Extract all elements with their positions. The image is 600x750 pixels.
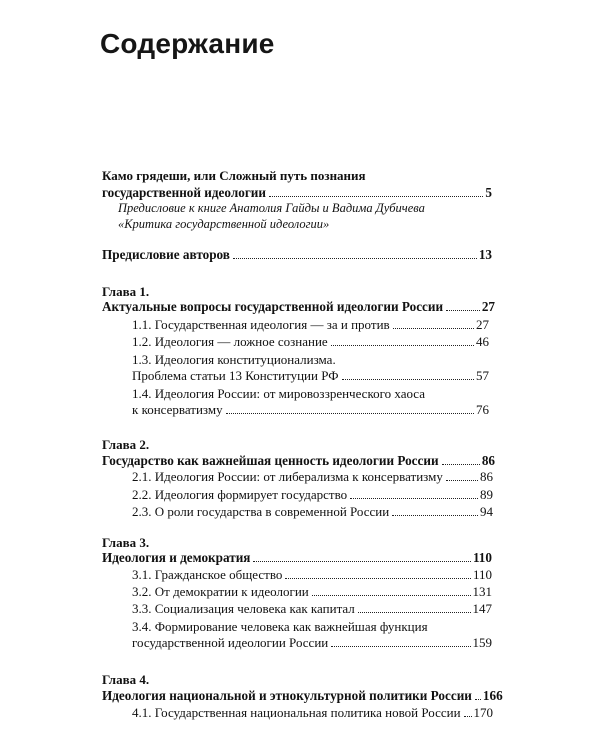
toc-entry-kamo-line1: Камо грядеши, или Сложный путь познания — [102, 168, 366, 183]
toc-entry-3-4-line1: 3.4. Формирование человека как важнейшая функция — [132, 619, 428, 634]
dot-leader — [342, 379, 474, 380]
toc-page-number: 166 — [482, 688, 503, 703]
dot-leader — [446, 480, 478, 481]
toc-page-number: 159 — [472, 635, 492, 650]
chapter-1-label: Глава 1. — [102, 284, 150, 299]
toc-note-line2: «Критика государственной идеологии» — [118, 217, 330, 231]
toc-page-number: 131 — [472, 584, 492, 599]
toc-entry-title: 4.1. Государственная национальная политика новой России — [132, 705, 461, 720]
dot-leader — [285, 578, 471, 579]
toc-page-number: 170 — [473, 705, 493, 720]
dot-leader — [446, 310, 480, 311]
toc-entry-title: Идеология и демократия — [102, 550, 251, 565]
dot-leader — [331, 646, 470, 647]
toc-entry-1-3[interactable] — [132, 367, 489, 384]
toc-entry-4-1[interactable] — [132, 704, 493, 721]
toc-entry-1-4[interactable] — [132, 401, 489, 418]
toc-note-line1: Предисловие к книге Анатолия Гайды и Вадима Дубичева — [118, 201, 425, 215]
toc-entry-title: 3.1. Гражданское общество — [132, 567, 283, 582]
dot-leader — [464, 716, 472, 717]
toc-page-number: 57 — [476, 368, 489, 383]
dot-leader — [392, 515, 478, 516]
toc-entry-2-3[interactable] — [132, 503, 493, 520]
toc-entry-title: государственной идеологии России — [132, 635, 329, 650]
toc-entry-2-2[interactable] — [132, 486, 493, 503]
toc-page-number: 5 — [485, 185, 492, 200]
dot-leader — [226, 413, 474, 414]
toc-page-number: 110 — [472, 567, 492, 582]
toc-page-number: 13 — [478, 247, 492, 262]
toc-page-number: 46 — [476, 334, 489, 349]
toc-entry-title: 2.3. О роли государства в современной России — [132, 504, 390, 519]
toc-entry-1-2[interactable] — [132, 333, 489, 350]
toc-entry-title: государственной идеологии — [102, 185, 267, 200]
toc-page-number: 27 — [476, 317, 489, 332]
toc-entry-chapter-2[interactable] — [102, 452, 495, 469]
toc-entry-chapter-3[interactable] — [102, 549, 492, 566]
dot-leader — [358, 612, 471, 613]
toc-entry-2-1[interactable] — [132, 468, 493, 485]
dot-leader — [233, 258, 477, 259]
toc-entry-title: 2.2. Идеология формирует государство — [132, 487, 348, 502]
toc-entry-title: Проблема статьи 13 Конституции РФ — [132, 368, 339, 383]
toc-entry-authors-preface[interactable] — [102, 246, 492, 263]
toc-entry-1-4-line1: 1.4. Идеология России: от мировоззренческого хаоса — [132, 386, 425, 401]
toc-entry-3-1[interactable] — [132, 566, 492, 583]
toc-entry-3-2[interactable] — [132, 583, 492, 600]
toc-entry-title: 3.3. Социализация человека как капитал — [132, 601, 355, 616]
chapter-3-label: Глава 3. — [102, 535, 150, 550]
toc-entry-title: Предисловие авторов — [102, 247, 230, 262]
toc-page-number: 86 — [481, 453, 495, 468]
toc-entry-3-3[interactable] — [132, 600, 492, 617]
chapter-2-label: Глава 2. — [102, 437, 150, 452]
toc-entry-title: 1.1. Государственная идеология — за и против — [132, 317, 390, 332]
toc-entry-title: 3.2. От демократии к идеологии — [132, 584, 309, 599]
toc-page-number: 86 — [480, 469, 493, 484]
toc-entry-1-1[interactable] — [132, 316, 489, 333]
dot-leader — [269, 196, 483, 197]
toc-page-number: 147 — [472, 601, 492, 616]
dot-leader — [475, 699, 481, 700]
dot-leader — [253, 561, 471, 562]
toc-entry-title: Актуальные вопросы государственной идеологии России — [102, 299, 444, 314]
dot-leader — [350, 498, 478, 499]
toc-entry-title: 2.1. Идеология России: от либерализма к консерватизму — [132, 469, 443, 484]
page-title: Содержание — [100, 28, 275, 59]
toc-entry-kamo[interactable] — [102, 184, 492, 201]
toc-page-number: 76 — [476, 402, 489, 417]
toc-entry-title: к консерватизму — [132, 402, 223, 417]
toc-page-number: 110 — [472, 550, 492, 565]
dot-leader — [393, 328, 474, 329]
toc-entry-title: Идеология национальной и этнокультурной политики России — [102, 688, 472, 703]
dot-leader — [312, 595, 471, 596]
toc-entry-1-3-line1: 1.3. Идеология конституционализма. — [132, 352, 336, 367]
toc-entry-title: Государство как важнейшая ценность идеологии России — [102, 453, 439, 468]
toc-entry-3-4[interactable] — [132, 634, 492, 651]
toc-page-number: 94 — [480, 504, 493, 519]
toc-entry-chapter-1[interactable] — [102, 298, 495, 315]
toc-page-number: 27 — [481, 299, 495, 314]
toc-page-number: 89 — [480, 487, 493, 502]
toc-entry-title: 1.2. Идеология — ложное сознание — [132, 334, 328, 349]
dot-leader — [331, 345, 474, 346]
dot-leader — [442, 464, 480, 465]
chapter-4-label: Глава 4. — [102, 672, 150, 687]
toc-entry-chapter-4[interactable] — [102, 687, 503, 704]
